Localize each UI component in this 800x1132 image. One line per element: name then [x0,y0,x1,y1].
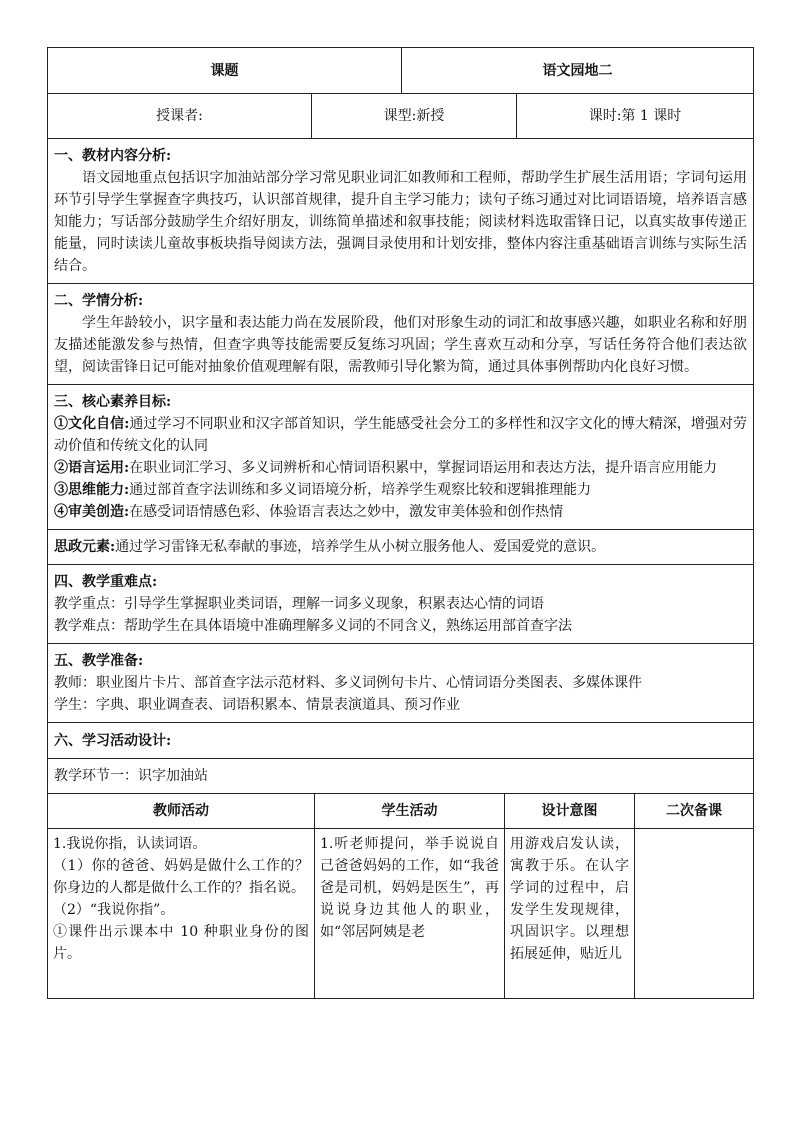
section5-title: 五、教学准备: [54,653,144,669]
header-design-intent: 设计意图 [505,794,635,829]
title-row [48,48,754,94]
meta-row [48,94,754,139]
header-second-prep: 二次备课 [635,794,754,829]
activity-header-row [48,794,754,829]
activity-row [48,829,754,999]
section3-title: 三、核心素养目标: [54,394,172,410]
goal-item: ②语言运用:在职业词汇学习、多义词辨析和心情词语积累中，掌握词语运用和表达方法，提升语言应用能力 [54,460,718,476]
section-material-analysis [48,139,754,284]
teacher-preparation: 教师：职业图片卡片、部首查字法示范材料、多义词例句卡片、心情词语分类图表、多媒体课件 [54,675,642,691]
teacher-label: 授课者: [48,94,312,139]
topic-value: 语文园地二 [402,48,754,94]
section6-title: 六、学习活动设计: [54,732,172,749]
goal-item: ③思维能力:通过部首查字法训练和多义词语境分析，培养学生观察比较和逻辑推理能力 [54,482,592,498]
key-point: 教学重点：引导学生掌握职业类词语，理解一词多义现象，积累表达心情的词语 [54,596,544,612]
design-intent-cell: 用游戏启发认读，寓教于乐。在认字学词的过程中，启发学生发现规律，巩固识字。以理想拓展延伸，贴近儿 [505,829,635,999]
section4-title: 四、教学重难点: [54,574,158,590]
second-prep-cell [635,829,754,999]
section2-body: 学生年龄较小，识字量和表达能力尚在发展阶段，他们对形象生动的词汇和故事感兴趣，如职业名称和好朋友描述能激发参与热情，但查字典等技能需要反复练习巩固；学生喜欢互动和分享，写话任务符合他们表达欲望，阅读雷锋日记可能对抽象价值观理解有限，需教师引导化繁为简，通过具体事例帮助内化良好习惯。 [54,315,748,375]
section-ideology [48,530,754,565]
section1-title: 一、教材内容分析: [54,148,172,164]
header-teacher-activity: 教师活动 [48,794,315,829]
section-preparation [48,644,754,723]
section1-body: 语文园地重点包括识字加油站部分学习常见职业词汇如教师和工程师，帮助学生扩展生活用语；字词句运用环节引导学生掌握查字典技巧，认识部首规律，提升自主学习能力；读句子练习通过对比词语语境，培养语言感知能力；写话部分鼓励学生介绍好朋友，训练简单描述和叙事技能；阅读材料选取雷锋日记，以真实故事传递正能量，同时读读儿童故事板块指导阅读方法，强调目录使用和计划安排，整体内容注重基础语言训练与实际生活结合。 [54,170,748,274]
section-core-goals [48,385,754,530]
teacher-activity-cell: 1.我说你指，认读词语。 （1）你的爸爸、妈妈是做什么工作的？你身边的人都是做什么工作的？指名说。 （2）“我说你指”。 ①课件出示课本中 10 种职业身份的图片。 [48,829,315,999]
lesson-plan-table [47,47,754,794]
student-preparation: 学生：字典、职业调查表、词语积累本、情景表演道具、预习作业 [54,697,460,713]
activity-table [47,793,754,999]
difficult-point: 教学难点：帮助学生在具体语境中准确理解多义词的不同含义，熟练运用部首查字法 [54,618,572,634]
goal-item: ①文化自信:通过学习不同职业和汉字部首知识，学生能感受社会分工的多样性和汉字文化的博大精深，增强对劳动价值和传统文化的认同 [54,416,748,454]
student-activity-cell: 1.听老师提问，举手说说自己爸爸妈妈的工作，如“我爸爸是司机，妈妈是医生”，再说说身边其他人的职业，如“邻居阿姨是老 [315,829,505,999]
hours-label: 课时:第 1 课时 [517,94,754,139]
section-activity-design [48,723,754,759]
lesson-plan-page [47,47,753,999]
topic-label: 课题 [48,48,402,94]
header-student-activity: 学生活动 [315,794,505,829]
type-label: 课型:新授 [312,94,517,139]
goal-item: ④审美创造:在感受词语情感色彩、体验语言表达之妙中，激发审美体验和创作热情 [54,504,564,520]
section-student-analysis [48,284,754,385]
teaching-link-row [48,759,754,794]
section-key-points [48,565,754,644]
teaching-link-1: 教学环节一：识字加油站 [48,759,754,794]
section2-title: 二、学情分析: [54,293,144,309]
ideology-text: 思政元素:通过学习雷锋无私奉献的事迹，培养学生从小树立服务他人、爱国爱党的意识。 [54,539,606,555]
